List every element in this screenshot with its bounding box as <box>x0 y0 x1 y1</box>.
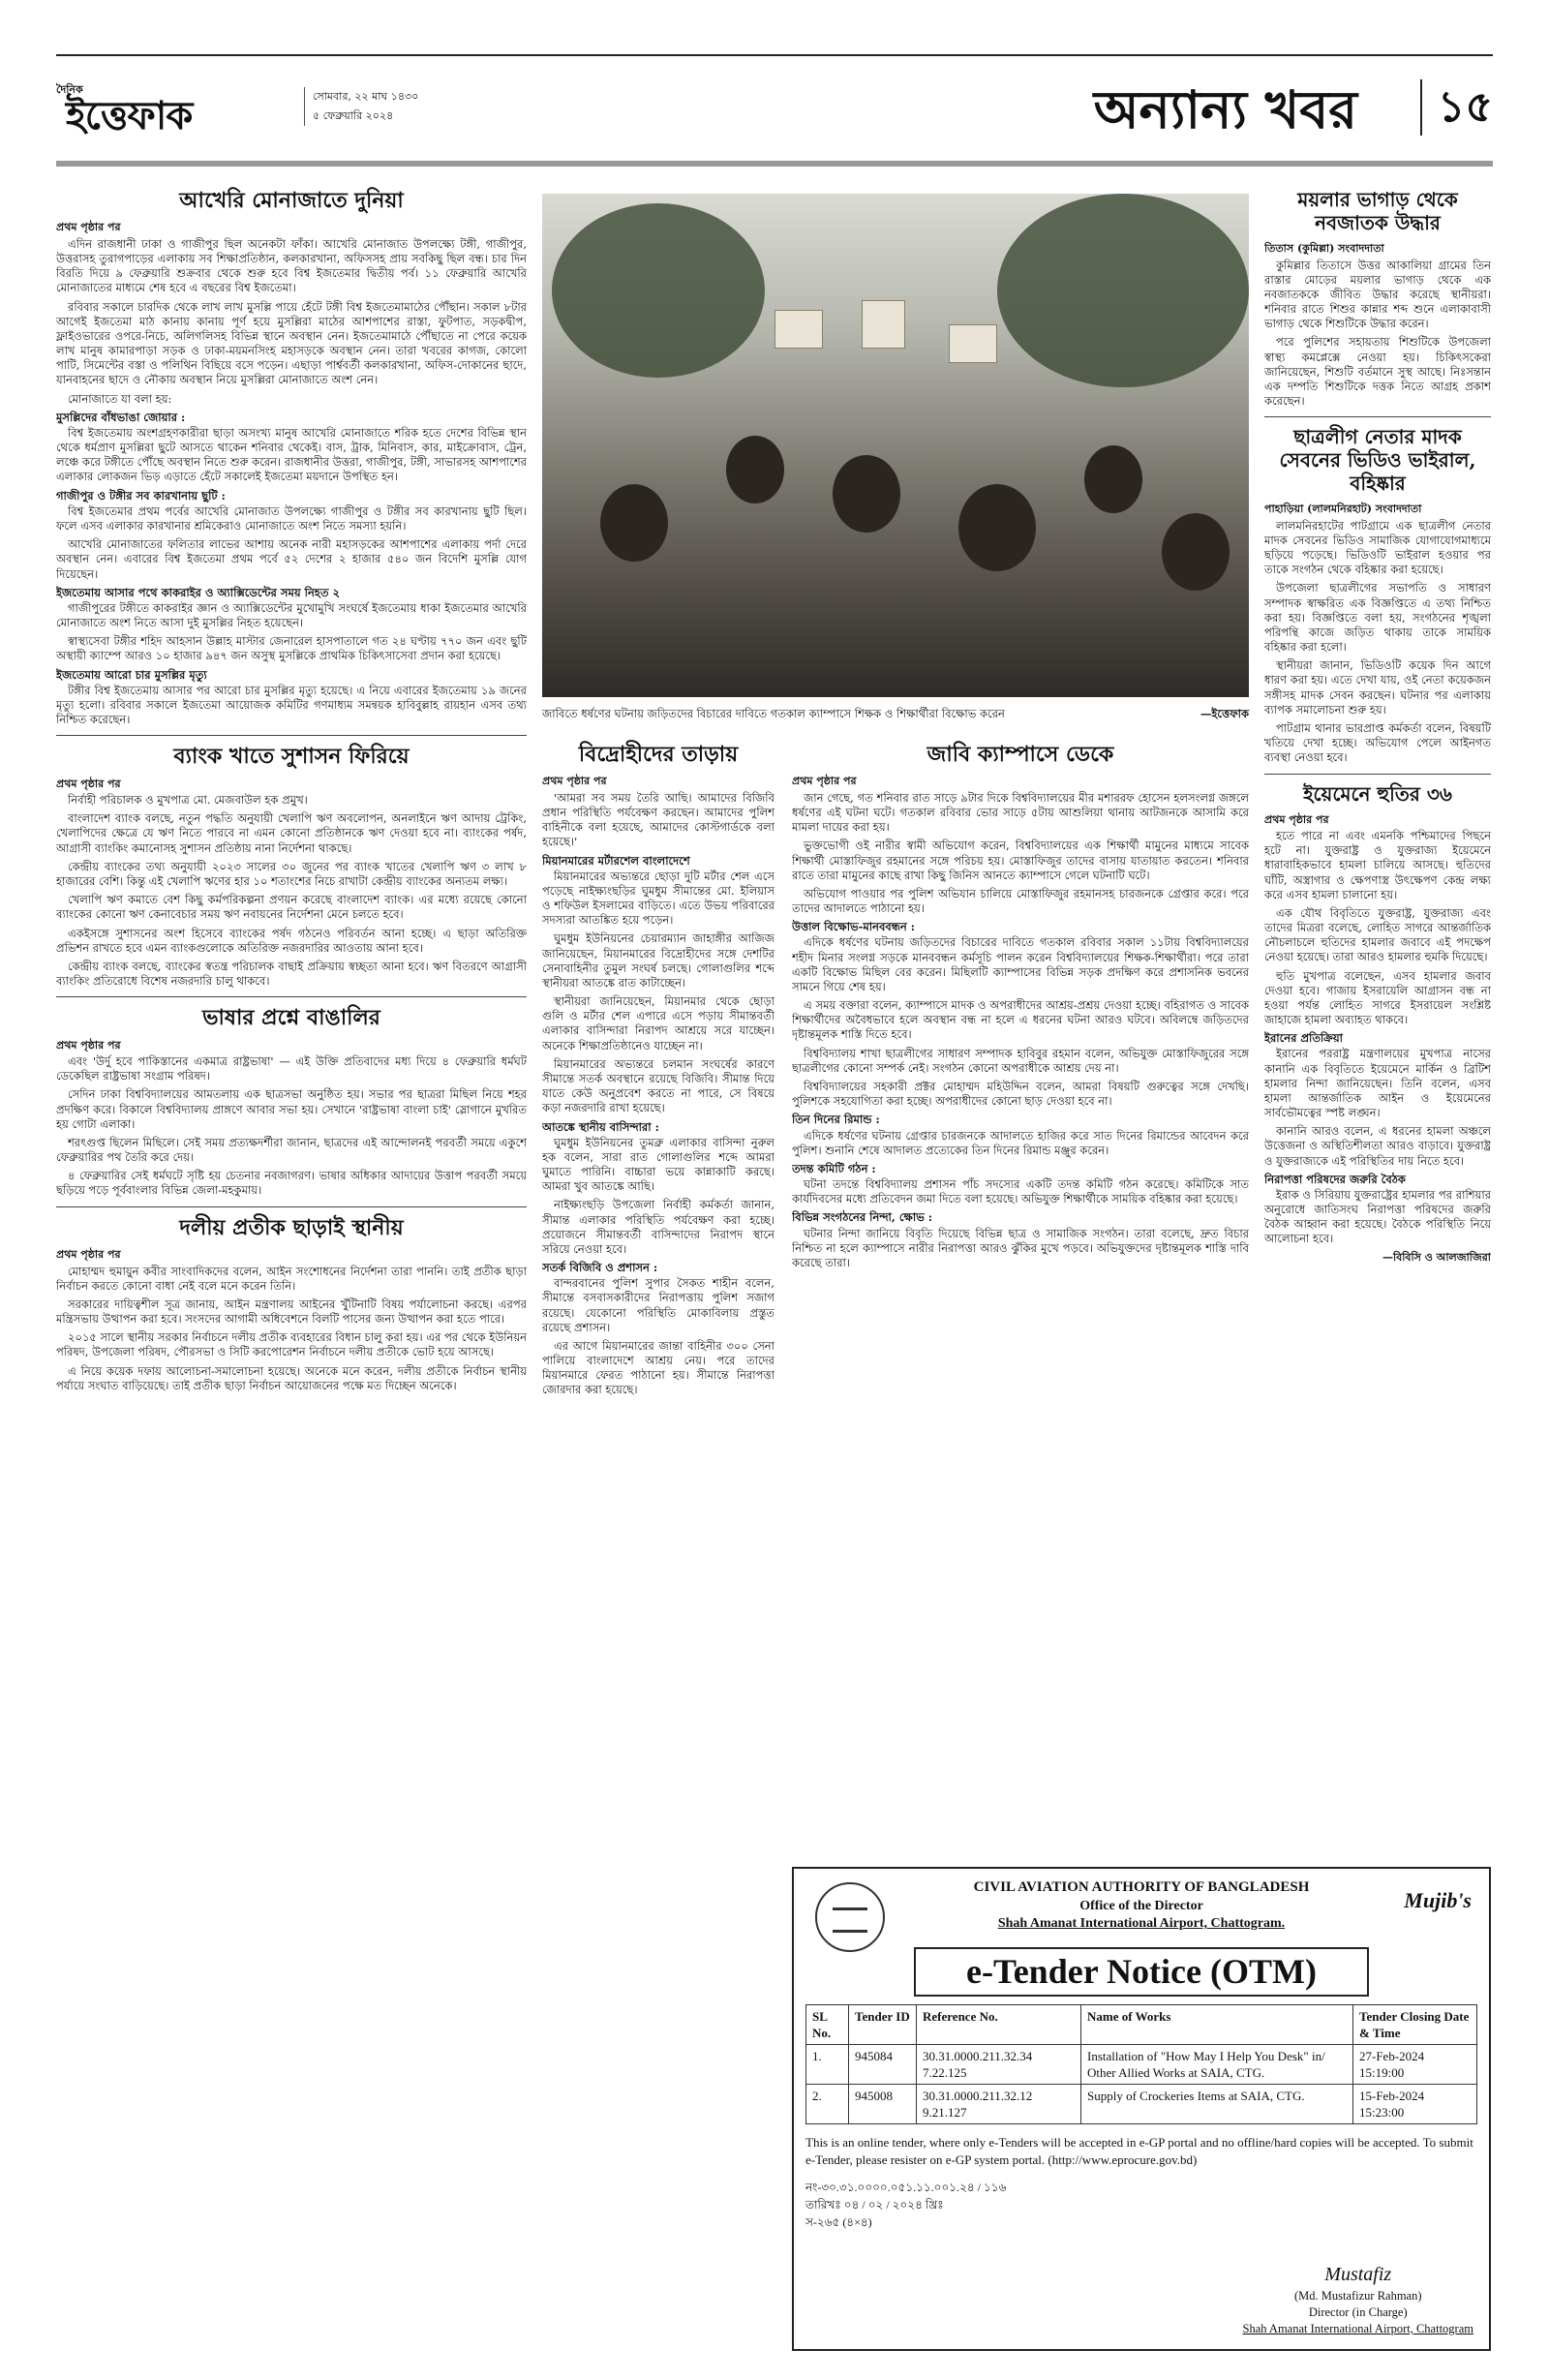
paragraph: ২০১৫ সালে স্থানীয় সরকার নির্বাচনে দলীয় প্রতীক ব্যবহারের বিধান চালু করা হয়। এর পর থেকে ইউনিয়ন পরিষদ, উপজেলা পরিষদ, পৌরসভা ও সিটি করপোরেশন নির্বাচনে দলীয় প্রতীকে ভোট হয়ে আসছে। <box>56 1330 527 1359</box>
paragraph: হতে পারে না এবং এমনকি পশ্চিমাদের পিছনে হটে না। যুক্তরাষ্ট্র ও যুক্তরাজ্য ইয়েমেনে ধারাবাহিকভাবে হামলা চালিয়ে আসছে। হুতিদের ঘাঁটি, অস্ত্রাগার ও ক্ষেপণাস্ত্র উৎক্ষেপণ কেন্দ্র লক্ষ্য করে এসব হামলা চালানো হয়। <box>1264 829 1491 901</box>
table-cell: 30.31.0000.211.32.12 9.21.127 <box>917 2085 1081 2124</box>
subheading: ইজতেমায় আরো চার মুসল্লির মৃত্যু <box>56 667 207 682</box>
table-cell: 15-Feb-2024 15:23:00 <box>1353 2085 1477 2124</box>
crowd-figure <box>833 455 900 533</box>
kicker: প্রথম পৃষ্ঠার পর <box>56 777 121 790</box>
date-gregorian: ৫ ফেব্রুয়ারি ২০২৪ <box>313 109 394 122</box>
paragraph: উপজেলা ছাত্রলীগের সভাপতি ও সাধারণ সম্পাদক স্বাক্ষরিত এক বিজ্ঞপ্তিতে এ তথ্য নিশ্চিত করা হয়। বিজ্ঞপ্তিতে বলা হয়, সংগঠনের শৃঙ্খলা পরিপন্থি কাজে জড়িত থাকায় তাকে সাময়িক বহিষ্কার করা হলো। <box>1264 581 1491 655</box>
headline: ব্যাংক খাতে সুশাসন ফিরিয়ে <box>173 744 410 770</box>
article-jahangirnagar <box>792 738 1249 1851</box>
paragraph: শরৎগুপ্ত ছিলেন মিছিলে। সেই সময় প্রত্যক্ষদর্শীরা জানান, ছাত্রদের এই আন্দোলনই পরবর্তী সময়ে একুশে ফেব্রুয়ারির পথ তৈরি করে দেয়। <box>56 1135 527 1165</box>
article-chhatraleague <box>1264 425 1491 765</box>
table-cell: 1. <box>806 2044 849 2084</box>
paragraph: মিয়ানমারের অভ্যন্তরে ছোড়া দুটি মর্টার শেল এসে পড়েছে নাইক্ষ্যংছড়ির ঘুমধুম সীমান্তের মো. ইলিয়াস ও শফিউল ইসলামের বাড়িতে। এতে উভয় পরিবারের সদস্যরা আতঙ্কিত হয়ে পড়েন। <box>542 869 774 928</box>
divider <box>1264 416 1491 417</box>
subheading: সতর্ক বিজিবি ও প্রশাসন : <box>542 1261 658 1275</box>
ad-code: স-২৬৫ (৪×৪) <box>805 2214 872 2229</box>
mujib-logo: Mujib's <box>1404 1888 1472 1912</box>
paragraph: নির্বাহী পরিচালক ও মুখপাত্র মো. মেজবাউল হক প্রমুখ। <box>68 793 308 808</box>
ad-memo <box>805 2179 1477 2231</box>
tree-shape <box>997 194 1249 387</box>
ad-organization: CIVIL AVIATION AUTHORITY OF BANGLADESH <box>973 1879 1310 1895</box>
date-bengali: সোমবার, ২২ মাঘ ১৪৩০ <box>313 90 419 103</box>
article-banking <box>56 744 527 989</box>
divider <box>56 996 527 997</box>
paragraph: 'আমরা সব সময় তৈরি আছি। আমাদের বিজিবি প্রধান পরিস্থিতি পর্যবেক্ষণ করছেন। আমাদের পুলিশ বাহিনীকে বলা হয়েছে, আমাদের কোস্টগার্ডকে বলা হয়েছে।' <box>542 790 774 849</box>
right-column <box>1264 184 1491 1851</box>
column-header: Reference No. <box>917 2004 1081 2044</box>
top-rule <box>56 54 1493 56</box>
paragraph: স্থানীয়রা জানিয়েছেন, মিয়ানমার থেকে ছোড়া গুলি ও মর্টার শেল এপারে এসে পড়ায় সীমান্তবর্তী এলাকার বাসিন্দারা নিরাপদ আশ্রয়ে সরে যাচ্ছেন। অনেকে শিক্ষাপ্রতিষ্ঠানেও যাচ্ছেন না। <box>542 994 774 1053</box>
divider <box>56 735 527 736</box>
table-cell: 2. <box>806 2085 849 2124</box>
subheading: তিন দিনের রিমান্ড : <box>792 1113 880 1127</box>
paragraph: লালমনিরহাটের পাটগ্রামে এক ছাত্রলীগ নেতার মাদক সেবনের ভিডিও সামাজিক যোগাযোগমাধ্যমে ছড়িয়ে পড়েছে। ভিডিওটি ভাইরাল হওয়ার পর তাকে সংগঠন থেকে বহিষ্কার করা হয়েছে। <box>1264 518 1491 577</box>
crowd-figure <box>1162 513 1230 591</box>
paragraph: হুতি মুখপাত্র বলেছেন, এসব হামলার জবাব দেওয়া হবে। গাজায় ইসরায়েলি আগ্রাসন বন্ধ না হওয়া পর্যন্ত লোহিত সাগরে ইসরায়েল সংশ্লিষ্ট জাহাজে হামলা অব্যাহত থাকবে। <box>1264 968 1491 1027</box>
paragraph: স্বাস্থ্যসেবা টঙ্গীর শহিদ আহসান উল্লাহ মাস্টার জেনারেল হাসপাতালে গত ২৪ ঘণ্টায় ৭৭০ জন এবং ছুটি অস্থায়ী ক্যাম্পে আরও ১০ হাজার ৯৪৭ জন অসুস্থ মুসল্লিকে প্রাথমিক চিকিৎসাসেবা প্রদান করা হয়েছে। <box>56 634 527 663</box>
tender-table <box>805 2004 1477 2125</box>
signature: Mustafiz <box>1324 2264 1392 2286</box>
tree-shape <box>552 203 765 378</box>
paragraph: মোনাজাতে যা বলা হয়: <box>68 391 172 406</box>
issue-dates <box>304 87 418 126</box>
paragraph: এক যৌথ বিবৃতিতে যুক্তরাষ্ট্র, যুক্তরাজ্য এবং তাদের মিত্ররা বলেছে, লোহিত সাগরে আন্তর্জাতিক নৌচলাচলে হুতিদের হামলার জবাবে এই পদক্ষেপ নেওয়া হয়েছে। তারা আরও হামলার হুমকি দিয়েছে। <box>1264 905 1491 964</box>
table-cell: 30.31.0000.211.32.34 7.22.125 <box>917 2044 1081 2084</box>
paragraph: কানানি আরও বলেন, এ ধরনের হামলা অঞ্চলে উত্তেজনা ও অস্থিতিশীলতা আরও বাড়াবে। যুক্তরাষ্ট্র ও যুক্তরাজ্যকে এই পরিস্থিতির দায় নিতে হবে। <box>1264 1124 1491 1168</box>
photo-caption <box>542 707 1249 721</box>
paragraph: ঘটনার নিন্দা জানিয়ে বিবৃতি দিয়েছে বিভিন্ন ছাত্র ও সামাজিক সংগঠন। তারা বলেছে, দ্রুত বিচার নিশ্চিত না হলে ক্যাম্পাসে নারীর নিরাপত্তা আরও ঝুঁকির মুখে পড়বে। অভিযুক্তদের দৃষ্টান্তমূলক শাস্তি দাবি করেছে তারা। <box>792 1226 1249 1269</box>
placard <box>774 310 823 349</box>
table-header-row <box>806 2004 1477 2044</box>
page-number: ১৫ <box>1420 79 1493 136</box>
paragraph: অভিযোগ পাওয়ার পর পুলিশ অভিযান চালিয়ে মোস্তাফিজুর রহমানসহ চারজনকে গ্রেপ্তার করে। পরে তাদের আদালতে পাঠানো হয়। <box>792 886 1249 916</box>
kicker: তিতাস (কুমিল্লা) সংবাদদাতা <box>1264 242 1384 255</box>
paragraph: বিশ্ব ইজতেমায় অংশগ্রহণকারীরা ছাড়া অসংখ্য মানুষ আখেরি মোনাজাতে শরিক হতে দেশের বিভিন্ন স্থান থেকে ধর্মপ্রাণ মুসল্লিরা ছুটে আসতে থাকেন শনিবার থেকেই। বাস, ট্রাক, মিনিবাস, কার, মাইক্রোবাস, ট্রেন, লঞ্চে করে টঙ্গীতে পৌঁছে অবস্থান নিতে শুরু করেন। রাজধানীর উত্তরা, গাজীপুর, টঙ্গী, সাভারসহ আশপাশের এলাকার লোকজন ভিড় এড়াতে হেঁটে সকালেই ইজতেমা ময়দানে উপস্থিত হন। <box>56 425 527 484</box>
kicker: প্রথম পৃষ্ঠার পর <box>56 1248 121 1262</box>
table-cell: 27-Feb-2024 15:19:00 <box>1353 2044 1477 2084</box>
article-local-election <box>56 1215 527 1393</box>
article-newborn <box>1264 188 1491 409</box>
signer-name: (Md. Mustafizur Rahman) <box>1293 2289 1422 2304</box>
table-cell: 945008 <box>849 2085 917 2124</box>
paragraph: বিশ্ববিদ্যালয়ের সহকারী প্রক্টর মোহাম্মদ মহিউদ্দিন বলেন, আমরা বিষয়টি গুরুত্বের সঙ্গে দেখছি। পুলিশকে সহযোগিতা করা হচ্ছে। অপরাধীদের কোনো ছাড় দেওয়া হবে না। <box>792 1080 1249 1109</box>
signer-organization: Shah Amanat International Airport, Chattogram <box>1242 2322 1473 2336</box>
article-yemen <box>1264 782 1491 1266</box>
paragraph: গাজীপুরের টঙ্গীতে কাকরাইর জ্ঞান ও অ্যাক্সিডেন্টের মুখোমুখি সংঘর্ষে ইজতেমায় ধাকা ইজতেমার আখেরি মোনাজাতে অংশ নিতে আসা দুই মুসল্লির নিহত হয়েছেন। <box>56 600 527 630</box>
paragraph: কেন্দ্রীয় ব্যাংক বলছে, ব্যাংকের স্বতন্ত্র পরিচালক বাছাই প্রক্রিয়ায় স্বচ্ছতা আনা হবে। ঋণ বিতরণে আগ্রাসী ব্যাংকিং প্রতিরোধে বিশেষ নজরদারি চালু থাকবে। <box>56 959 527 989</box>
memo-date: তারিখঃ ০৪ / ০২ / ২০২৪ খ্রিঃ <box>805 2197 944 2212</box>
paragraph: এদিকে ধর্ষণের ঘটনায় জড়িতদের বিচারের দাবিতে গতকাল রবিবার সকাল ১১টায় বিশ্ববিদ্যালয়ের শহীদ মিনার সংলগ্ন সড়কে মানববন্ধন কর্মসূচি পালন করেন বিশ্ববিদ্যালয়ের শিক্ষক-শিক্ষার্থীরা। পরে তারা একটি বিক্ষোভ মিছিল বের করেন। মিছিলটি ক্যাম্পাসের বিভিন্ন সড়ক প্রদক্ষিণ করে প্রশাসনিক ভবনের সামনে গিয়ে শেষ হয়। <box>792 935 1249 993</box>
section-title: অন্যান্য খবর <box>1093 78 1357 140</box>
crowd-figure <box>600 484 668 562</box>
paragraph: কেন্দ্রীয় ব্যাংকের তথ্য অনুযায়ী ২০২৩ সালের ৩০ জুনের পর ব্যাংক খাতের খেলাপি ঋণ ৩ লাখ ৮ হাজারের বেশি। কিন্তু এই খেলাপি ঋণের হার ১০ শতাংশের নিচে রাখাটা কেন্দ্রীয় ব্যাংকের অন্যতম লক্ষ্য। <box>56 859 527 888</box>
ad-note: This is an online tender, where only e-Tenders will be accepted in e-GP portal and no offline/hard copies will be accepted. To submit e-Tender, please resister on e-GP system portal. (http://www.eprocure.gov.bd) <box>805 2135 1473 2168</box>
paragraph: পরে পুলিশের সহায়তায় শিশুটিকে উপজেলা স্বাস্থ্য কমপ্লেক্সে নেওয়া হয়। চিকিৎসকেরা জানিয়েছেন, শিশুটি বর্তমানে সুস্থ আছে। নিঃসন্তান এক দম্পতি শিশুটিকে দত্তক নিতে আগ্রহ প্রকাশ করেছেন। <box>1264 335 1491 409</box>
paragraph: ঘটনা তদন্তে বিশ্ববিদ্যালয় প্রশাসন পাঁচ সদস্যের একটি তদন্ত কমিটি গঠন করেছে। কমিটিকে সাত কার্যদিবসের মধ্যে প্রতিবেদন জমা দিতে বলা হয়েছে। অভিযুক্ত শিক্ষার্থীকে সাময়িক বহিষ্কার করা হয়েছে। <box>792 1177 1249 1206</box>
protest-photo <box>542 194 1249 697</box>
crowd-figure <box>958 484 1036 571</box>
subheading: উত্তাল বিক্ষোভ-মানববন্ধন : <box>792 920 916 934</box>
headline: দলীয় প্রতীক ছাড়াই স্থানীয় <box>179 1214 404 1240</box>
headline: আখেরি মোনাজাতে দুনিয়া <box>179 188 404 213</box>
paragraph: মিয়ানমারের অভ্যন্তরে চলমান সংঘর্ষের কারণে সীমান্তে সতর্ক অবস্থানে রয়েছে বিজিবি। সীমান্ত দিয়ে যাতে কেউ অনুপ্রবেশ করতে না পারে, সে বিষয়ে কড়া নজরদারি রাখা হয়েছে। <box>542 1056 774 1115</box>
headline: বিদ্রোহীদের তাড়ায় <box>578 742 739 767</box>
headline: ভাষার প্রশ্নে বাঙালির <box>202 1005 380 1031</box>
paragraph: বান্দরবানের পুলিশ সুপার সৈকত শাহীন বলেন, সীমান্তে বসবাসকারীদের নিরাপত্তায় পুলিশ সজাগ রয়েছে। যেকোনো পরিস্থিতি মোকাবিলায় প্রস্তুত রয়েছে প্রশাসন। <box>542 1276 774 1334</box>
signature-block <box>1243 2262 1474 2337</box>
article-myanmar <box>542 738 774 2353</box>
paragraph: খেলাপি ঋণ কমাতে বেশ কিছু কর্মপরিকল্পনা প্রণয়ন করেছে বাংলাদেশ ব্যাংক। এর মধ্যে রয়েছে কোনো ব্যাংকের কোনো ঋণ কেনাবেচার সময় ঋণ নবায়নের নির্দেশনা মেনে চলতে হবে। <box>56 893 527 922</box>
left-column <box>56 184 527 2353</box>
ad-address: Shah Amanat International Airport, Chattogram. <box>997 1916 1286 1932</box>
kicker: প্রথম পৃষ্ঠার পর <box>56 221 121 234</box>
headline: ছাত্রলীগ নেতার মাদক সেবনের ভিডিও ভাইরাল, বহিষ্কার <box>1279 425 1476 496</box>
kicker: প্রথম পৃষ্ঠার পর <box>56 1038 121 1052</box>
memo-number: নং-৩০.৩১.০০০০.০৫১.১১.০০১.২৪ / ১১৬ <box>805 2180 1007 2194</box>
subheading: তদন্ত কমিটি গঠন : <box>792 1161 876 1175</box>
paragraph: এবং 'উর্দু হবে পাকিস্তানের একমাত্র রাষ্ট্রভাষা' — এই উক্তি প্রতিবাদের মধ্য দিয়ে ৪ ফেব্রুয়ারি ধর্মঘট ডেকেছিল রাষ্ট্রভাষা সংগ্রাম পরিষদ। <box>56 1054 527 1083</box>
paragraph: ভুক্তভোগী ওই নারীর স্বামী অভিযোগ করেন, বিশ্ববিদ্যালয়ের এক শিক্ষার্থী মামুনের মাধ্যমে সাবেক শিক্ষার্থী মোস্তাফিজুর রহমানের সঙ্গে পরিচয় হয়। মোস্তাফিজুর তাদের বাসায় যাতায়াত করতেন। শনিবার রাতে তারা মামুনের কাছে রাখা কিছু জিনিস আনতে ক্যাম্পাসে গেলে ঘটনাটি ঘটে। <box>792 839 1249 882</box>
signer-role: Director (in Charge) <box>1308 2305 1408 2320</box>
tender-advertisement <box>792 1867 1491 2351</box>
paragraph: একইসঙ্গে সুশাসনের অংশ হিসেবে ব্যাংকের পর্ষদ গঠনেও পরিবর্তন আনা হচ্ছে। এ ছাড়া অতিরিক্ত প্রভিশন রাখতে হবে এমন ব্যাংকগুলোকে অতিরিক্ত নজরদারির আওতায় আনা হবে। <box>56 926 527 955</box>
paragraph: ঘুমধুম ইউনিয়নের তুমব্রু এলাকার বাসিন্দা নুরুল হক বলেন, সারা রাত গোলাগুলির শব্দে আমরা ঘুমাতে পারিনি। বাচ্চারা ভয়ে কান্নাকাটি করছে। আমরা খুব আতঙ্কে আছি। <box>542 1135 774 1194</box>
placard <box>862 300 905 349</box>
paragraph: ৪ ফেব্রুয়ারির সেই ধর্মঘটে সৃষ্টি হয় চেতনার নবজাগরণ। ভাষার অধিকার আদায়ের উত্তাপ পরবর্তী সময়ে ছড়িয়ে পড়ে পূর্ববাংলার বিভিন্ন জেলা-মহকুমায়। <box>56 1169 527 1198</box>
article-language <box>56 1005 527 1198</box>
paragraph: বিশ্ববিদ্যালয় শাখা ছাত্রলীগের সাধারণ সম্পাদক হাবিবুর রহমান বলেন, অভিযুক্ত মোস্তাফিজুরের সঙ্গে ছাত্রলীগের কোনো সম্পর্ক নেই। সংগঠন কোনো অপরাধীকে আশ্রয় দেয় না। <box>792 1046 1249 1075</box>
subheading: ইজতেমায় আসার পথে কাকরাইর ও অ্যাক্সিডেন্টের সময় নিহত ২ <box>56 585 340 599</box>
paragraph: পাটগ্রাম থানার ভারপ্রাপ্ত কর্মকর্তা বলেন, বিষয়টি খতিয়ে দেখা হচ্ছে। অভিযোগ পেলে আইনগত ব্যবস্থা নেওয়া হবে। <box>1264 720 1491 765</box>
article-ijtema <box>56 188 527 727</box>
photo-credit: —ইত্তেফাক <box>1200 707 1249 720</box>
source-credit: —বিবিসি ও আলজাজিরা <box>1382 1250 1491 1264</box>
paragraph: বিশ্ব ইজতেমার প্রথম পর্বের আখেরি মোনাজাত উপলক্ষ্যে গাজীপুর ও টঙ্গীর সব কারখানায় ছুটি ছিল। ফলে এসব এলাকার কারখানার শ্রমিকেরাও মোনাজাতে অংশ নিতে সমস্যা হয়নি। <box>56 503 527 533</box>
table-row <box>806 2085 1477 2124</box>
crowd-figure <box>726 436 784 503</box>
paragraph: ইরানের পররাষ্ট্র মন্ত্রণালয়ের মুখপাত্র নাসের কানানি এক বিবৃতিতে ইয়েমেনে মার্কিন ও ব্রিটিশ হামলার নিন্দা জানিয়েছেন। তিনি বলেন, এসব হামলা আন্তর্জাতিক আইন ও ইয়েমেনের সার্বভৌমত্বের স্পষ্ট লঙ্ঘন। <box>1264 1047 1491 1120</box>
paragraph: জান গেছে, গত শনিবার রাত সাড়ে ৯টার দিকে বিশ্ববিদ্যালয়ের মীর মশাররফ হোসেন হলসংলগ্ন জঙ্গলে ধর্ষণের এই ঘটনা ঘটে। গতকাল রবিবার ভোর সাড়ে ৫টায় আশুলিয়া থানায় আটজনকে আসামি করে মামলা দায়ের করা হয়। <box>792 790 1249 835</box>
paragraph: এর আগে মিয়ানমারের জান্তা বাহিনীর ৩০০ সেনা পালিয়ে বাংলাদেশে আশ্রয় নেয়। পরে তাদের মিয়ানমারে ফেরত পাঠানো হয়। সীমান্তে নিরাপত্তা জোরদার করা হয়েছে। <box>542 1338 774 1397</box>
paragraph: এদিন রাজধানী ঢাকা ও গাজীপুর ছিল অনেকটা ফাঁকা। আখেরি মোনাজাত উপলক্ষ্যে টঙ্গী, গাজীপুর, উত্তরাসহ তুরাগপাড়ের এলাকায় সব শিক্ষাপ্রতিষ্ঠান, কলকারখানা, অফিসসহ প্রায় সবকিছু ছিল বন্ধ। চার দিন বিরতি দিয়ে ৯ ফেব্রুয়ারি শুক্রবার থেকে শুরু হবে বিশ্ব ইজতেমার দ্বিতীয় পর্ব। ১১ ফেব্রুয়ারি আখেরি মোনাজাতের মাধ্যমে শেষ হবে এ বছরের বিশ্ব ইজতেমা। <box>56 236 527 295</box>
paragraph: নাইক্ষ্যংছড়ি উপজেলা নির্বাহী কর্মকর্তা জানান, সীমান্ত এলাকার পরিস্থিতি পর্যবেক্ষণ করা হচ্ছে। প্রয়োজনে সীমান্তবর্তী বাসিন্দাদের নিরাপদ স্থানে সরিয়ে নেওয়া হবে। <box>542 1198 774 1256</box>
placard <box>949 324 997 363</box>
headline: ময়লার ভাগাড় থেকে নবজাতক উদ্ধার <box>1297 188 1458 234</box>
newspaper-logo <box>56 83 298 138</box>
table-cell: Supply of Crockeries Items at SAIA, CTG. <box>1081 2085 1353 2124</box>
paragraph: বাংলাদেশ ব্যাংক বলছে, নতুন পদ্ধতি অনুযায়ী খেলাপি ঋণ অবলোপন, অনলাইনে ঋণ আদায় ট্রেকিং, খেলাপিদের ক্ষেত্রে যে ঋণ নিতে পারবে না এমন কোনো প্রতিষ্ঠানকে ঋণ দেওয়া হবে না। ব্যাংকের পর্ষদ, আগ্রাসী ব্যাংকিং কমানোসহ সুশাসন প্রতিষ্ঠায় নানা নির্দেশনা থাকছে। <box>56 811 527 855</box>
paragraph: রবিবার সকালে চারদিক থেকে লাখ লাখ মুসল্লি পায়ে হেঁটে টঙ্গী বিশ্ব ইজতেমামাঠের পৌঁছান। সকাল ৮টার আগেই ইজতেমা মাঠ কানায় কানায় পূর্ণ হয়ে মুসল্লিরা মাঠের আশপাশের রাস্তা, ফুটপাত, সড়কদ্বীপ, ফ্লাইওভারের ওপরে-নিচে, অলিগলিসহ বিভিন্ন স্থানে অবস্থান নেন। ইজতেমামাঠে পৌঁছাতে না পেরে কয়েক লাখ মানুষ কামারপাড়া সড়ক ও ঢাকা-ময়মনসিংহ মহাসড়কে অবস্থান নেন। তারা খবরের কাগজ, কোলো পাটি, সিমেন্টের বস্তা ও পলিথিন বিছিয়ে বসে পড়েন। এছাড়া পার্শ্ববর্তী কলকারখানা, অফিস-দোকানের ছাদে, যানবাহনের ছাদে ও নৌকায় অবস্থান নিয়ে মুসল্লিরা মোনাজাতে অংশ নেন। <box>56 299 527 387</box>
paragraph: সরকারের দায়িত্বশীল সূত্র জানায়, আইন মন্ত্রণালয় আইনের খুঁটিনাটি বিষয় পর্যালোচনা করছে। এরপর মন্ত্রিসভায় উত্থাপন করা হবে। সংসদের আগামী অধিবেশনে বিলটি পাসের জন্য উত্থাপন করা হতে পারে। <box>56 1297 527 1327</box>
column-header: SL No. <box>806 2004 849 2044</box>
caption-text: জাবিতে ধর্ষণের ঘটনায় জড়িতদের বিচারের দাবিতে গতকাল ক্যাম্পাসে শিক্ষক ও শিক্ষার্থীরা বিক্ষোভ করেন <box>542 707 1005 720</box>
masthead <box>56 78 1493 143</box>
subheading: ইরানের প্রতিক্রিয়া <box>1264 1031 1343 1046</box>
kicker: পাহাড়িয়া (লালমনিরহাট) সংবাদদাতা <box>1264 503 1422 516</box>
headline: ইয়েমেনে হুতির ৩৬ <box>1303 781 1452 806</box>
paragraph: এদিকে ধর্ষণের ঘটনায় গ্রেপ্তার চারজনকে আদালতে হাজির করে সাত দিনের রিমান্ডের আবেদন করে পুলিশ। শুনানি শেষে আদালত প্রত্যেকের তিন দিনের রিমান্ড মঞ্জুর করেন। <box>792 1128 1249 1157</box>
paragraph: স্থানীয়রা জানান, ভিডিওটি কয়েক দিন আগে ধারণ করা হয়। এতে দেখা যায়, ওই নেতা কয়েকজন সঙ্গীসহ মাদক সেবন করছেন। ঘটনার পর এলাকায় ব্যাপক সমালোচনা শুরু হয়। <box>1264 658 1491 717</box>
logo-name: ইত্তেফাক <box>66 93 193 138</box>
caab-emblem-icon <box>815 1882 885 1952</box>
paragraph: টঙ্গীর বিশ্ব ইজতেমায় আসার পর আরো চার মুসল্লির মৃত্যু হয়েছে। এ নিয়ে এবারের ইজতেমায় ১৯ জনের মৃত্যু হলো। রবিবার সকালে ইজতেমা আয়োজক কমিটির গণমাধ্যম সমন্বয়ক হাবিবুল্লাহ রায়হান এসব তথ্য নিশ্চিত করেছেন। <box>56 683 527 727</box>
paragraph: এ নিয়ে কয়েক দফায় আলোচনা-সমালোচনা হয়েছে। অনেকে মনে করেন, দলীয় প্রতীকে নির্বাচন স্থানীয় পর্যায়ে সংঘাত বাড়িয়েছে। তাই প্রতীক ছাড়া নির্বাচন আয়োজনের পক্ষে মত দিচ্ছেন অনেকে। <box>56 1363 527 1392</box>
logo-prefix: দৈনিক <box>56 83 83 96</box>
paragraph: আখেরি মোনাজাতের ফলিতার লাভের আশায় অনেক নারী মহাসড়কের আশপাশের এলাকায় পর্দা দেরে অবস্থান নেন। এবারের বিশ্ব ইজতেমা প্রথম পর্বে ৫২ দেশের ২ হাজার ৫৪০ জন বিদেশি মুসল্লি যোগ দিয়েছেন। <box>56 537 527 581</box>
paragraph: কুমিল্লার তিতাসে উত্তর আকালিয়া গ্রামের তিন রাস্তার মোড়ের ময়লার ভাগাড় থেকে এক নবজাতককে জীবিত উদ্ধার করেছে স্থানীয়রা। শনিবার রাতে শিশুর কান্নার শব্দ শুনে এলাকাবাসী ভাগাড় থেকে শিশুটিকে উদ্ধার করেন। <box>1264 258 1491 331</box>
column-header: Tender ID <box>849 2004 917 2044</box>
kicker: প্রথম পৃষ্ঠার পর <box>792 775 857 788</box>
ad-title: e-Tender Notice (OTM) <box>914 1947 1369 1997</box>
divider <box>56 1206 527 1207</box>
column-header: Name of Works <box>1081 2004 1353 2044</box>
crowd-figure <box>1084 445 1142 513</box>
column-header: Tender Closing Date & Time <box>1353 2004 1477 2044</box>
headline: জাবি ক্যাম্পাসে ডেকে <box>926 742 1114 767</box>
subheading: আতঙ্কে স্থানীয় বাসিন্দারা : <box>542 1119 659 1134</box>
table-row <box>806 2044 1477 2084</box>
paragraph: এ সময় বক্তারা বলেন, ক্যাম্পাসে মাদক ও অপরাধীদের আশ্রয়-প্রশ্রয় দেওয়া হচ্ছে। বহিরাগত ও সাবেক শিক্ষার্থীদের অবৈধভাবে হলে অবস্থান বন্ধ না হলে এ ধরনের ঘটনা আরও ঘটবে। অবিলম্বে জড়িতদের দৃষ্টান্তমূলক শাস্তি দিতে হবে। <box>792 998 1249 1042</box>
divider <box>1264 774 1491 775</box>
subheading: মিয়ানমারের মর্টারশেল বাংলাদেশে <box>542 853 690 868</box>
kicker: প্রথম পৃষ্ঠার পর <box>542 775 607 788</box>
kicker: প্রথম পৃষ্ঠার পর <box>1264 812 1329 826</box>
table-cell: 945084 <box>849 2044 917 2084</box>
subheading: বিভিন্ন সংগঠনের নিন্দা, ক্ষোভ : <box>792 1210 933 1225</box>
subheading: গাজীপুর ও টঙ্গীর সব কারখানায় ছুটি : <box>56 488 226 503</box>
table-cell: Installation of "How May I Help You Desk" in/ Other Allied Works at SAIA, CTG. <box>1081 2044 1353 2084</box>
paragraph: ঘুমধুম ইউনিয়নের চেয়ারম্যান জাহাঙ্গীর আজিজ জানিয়েছেন, মিয়ানমারের বিদ্রোহীদের সঙ্গে দেশটির সেনাবাহিনীর তুমুল সংঘর্ষ চলছে। গোলাগুলির শব্দে স্থানীয়রা আতঙ্কে রাত কাটাচ্ছেন। <box>542 931 774 990</box>
subheading: মুসল্লিদের বাঁধভাঙা জোয়ার : <box>56 410 186 424</box>
masthead-rule <box>56 161 1493 167</box>
ad-office: Office of the Director <box>1079 1898 1203 1913</box>
paragraph: সেদিন ঢাকা বিশ্ববিদ্যালয়ের আমতলায় এক ছাত্রসভা অনুষ্ঠিত হয়। সভার পর ছাত্ররা মিছিল নিয়ে শহর প্রদক্ষিণ করে। বিকালে বিশ্ববিদ্যালয় প্রাঙ্গণে আবার সভা হয়। সেখানে 'রাষ্ট্রভাষা বাংলা চাই' স্লোগানে মুখরিত হয় গোটা এলাকা। <box>56 1087 527 1131</box>
subheading: নিরাপত্তা পরিষদের জরুরি বৈঠক <box>1264 1172 1406 1186</box>
paragraph: মোহাম্মদ হুমায়ুন কবীর সাংবাদিকদের বলেন, আইন সংশোধনের নির্দেশনা তারা পাননি। তাই প্রতীক ছাড়া নির্বাচন করতে কোনো বাধা নেই বলে মনে করেন তিনি। <box>56 1264 527 1293</box>
paragraph: ইরাক ও সিরিয়ায় যুক্তরাষ্ট্রের হামলার পর রাশিয়ার অনুরোধে জাতিসংঘ নিরাপত্তা পরিষদের জরুরি বৈঠক আহ্বান করা হয়েছে। বৈঠকে পরিস্থিতি নিয়ে আলোচনা হবে। <box>1264 1187 1491 1246</box>
